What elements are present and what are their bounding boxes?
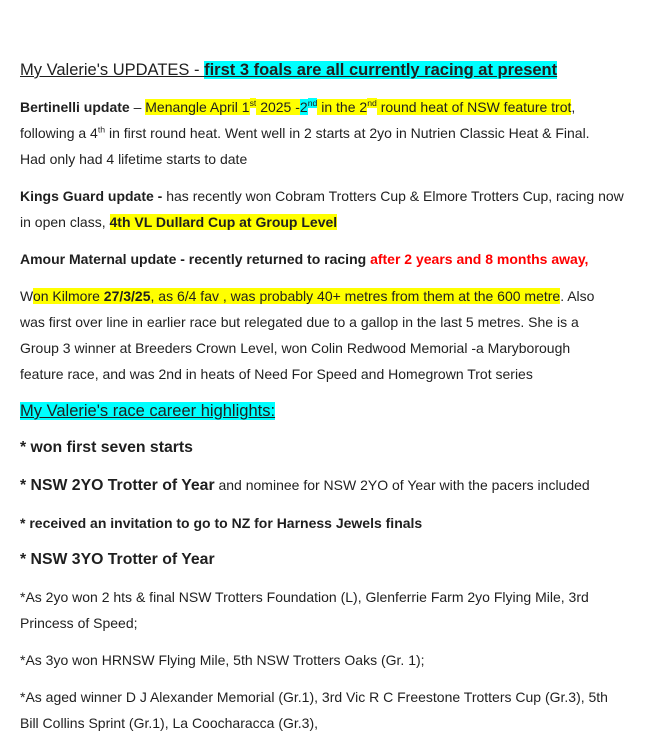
text-line [20, 610, 652, 636]
text-segment: My Valerie's race career highlights: [20, 402, 276, 420]
text-segment: feature race, and was 2nd in heats of Need For Speed and Homegrown Trot series [20, 366, 533, 382]
document-content [20, 57, 652, 736]
text-segment: st [249, 98, 257, 109]
text-line [20, 435, 652, 461]
text-segment: 4th VL Dullard Cup at Group Level [109, 214, 338, 230]
text-segment: Bertinelli update [20, 99, 130, 115]
text-segment: Bill Collins Sprint (Gr.1), La Coocharacca (Gr.3), [20, 715, 318, 731]
highlight-won-first-seven [20, 435, 652, 461]
text-segment: th [97, 124, 106, 135]
text-line [20, 510, 652, 536]
record-as-aged-paragraph [20, 684, 652, 736]
text-line [20, 120, 652, 146]
text-line [20, 183, 652, 209]
text-segment: * NSW 2YO Trotter of Year [20, 477, 215, 494]
highlight-nz-invitation [20, 510, 652, 536]
text-segment: Menangle April 1 [145, 99, 250, 115]
text-segment: W [20, 288, 33, 304]
text-line [20, 710, 652, 736]
text-segment: in first round heat. Went well in 2 starts at 2yo in Nutrien Classic Heat & Final. [105, 125, 590, 141]
text-segment: My Valerie's UPDATES - [20, 61, 205, 79]
text-line [20, 283, 652, 309]
text-line [20, 398, 652, 424]
text-line [20, 684, 652, 710]
text-line [20, 309, 652, 335]
text-segment: *As aged winner D J Alexander Memorial (Gr.1), 3rd Vic R C Freestone Trotters Cup (Gr.3), 5th [20, 689, 608, 705]
text-segment: in open class, [20, 214, 110, 230]
text-line [20, 361, 652, 387]
text-segment: Group 3 winner at Breeders Crown Level, won Colin Redwood Memorial -a Maryborough [20, 340, 571, 356]
text-segment: Had only had 4 lifetime starts to date [20, 151, 248, 167]
text-line [20, 94, 652, 120]
text-line [20, 547, 652, 573]
text-segment: has recently won Cobram Trotters Cup & Elmore Trotters Cup, racing now [162, 188, 624, 204]
record-as-3yo-paragraph [20, 647, 652, 673]
text-line [20, 335, 652, 361]
text-segment: * received an invitation to go to NZ for Harness Jewels finals [20, 515, 423, 531]
text-line [20, 472, 652, 499]
text-segment: , as 6/4 fav , was probably 40+ metres from them at the 600 metre [150, 288, 561, 304]
text-line [20, 246, 652, 272]
text-segment: on Kilmore [32, 288, 104, 304]
kings-guard-update-paragraph [20, 183, 652, 235]
kilmore-win-paragraph [20, 283, 652, 387]
text-segment: following a 4 [20, 125, 98, 141]
text-segment: after 2 years and 8 months away, [370, 251, 589, 267]
text-line [20, 209, 652, 235]
text-segment: *As 2yo won 2 hts & final NSW Trotters Foundation (L), Glenferrie Farm 2yo Flying Mile, 3rd [20, 589, 589, 605]
text-segment: Kings Guard update - [20, 188, 163, 204]
text-segment: 2025 - [256, 99, 300, 115]
text-segment: and nominee for NSW 2YO of Year with the pacers included [214, 477, 590, 493]
text-segment: *As 3yo won HRNSW Flying Mile, 5th NSW Trotters Oaks (Gr. 1); [20, 652, 425, 668]
text-segment: nd [307, 98, 318, 109]
doc-title [20, 57, 652, 83]
text-segment: Princess of Speed; [20, 615, 138, 631]
text-line [20, 584, 652, 610]
text-line [20, 647, 652, 673]
text-segment: nd [367, 98, 377, 109]
highlight-nsw-3yo-trotter [20, 547, 652, 573]
text-segment: , [571, 99, 576, 115]
text-segment: first 3 foals are all currently racing at present [204, 61, 558, 79]
bertinelli-update-paragraph [20, 94, 652, 172]
text-segment: * NSW 3YO Trotter of Year [20, 551, 215, 568]
career-highlights-title [20, 398, 652, 424]
text-segment: was first over line in earlier race but relegated due to a gallop in the last 5 metres. She is a [20, 314, 579, 330]
text-segment: round heat of NSW feature trot [376, 99, 572, 115]
text-segment: . Also [560, 288, 595, 304]
text-segment: 27/3/25 [103, 288, 151, 304]
amour-maternal-update-paragraph [20, 246, 652, 272]
text-line [20, 146, 652, 172]
text-segment: 2 [299, 99, 308, 115]
record-as-2yo-paragraph [20, 584, 652, 636]
text-line [20, 57, 652, 83]
text-segment: – [129, 99, 146, 115]
highlight-nsw-2yo-trotter [20, 472, 652, 499]
text-segment: in the 2 [317, 99, 368, 115]
text-segment: Amour Maternal update - recently returned to racing [20, 251, 371, 267]
text-segment: * won first seven starts [20, 439, 193, 456]
